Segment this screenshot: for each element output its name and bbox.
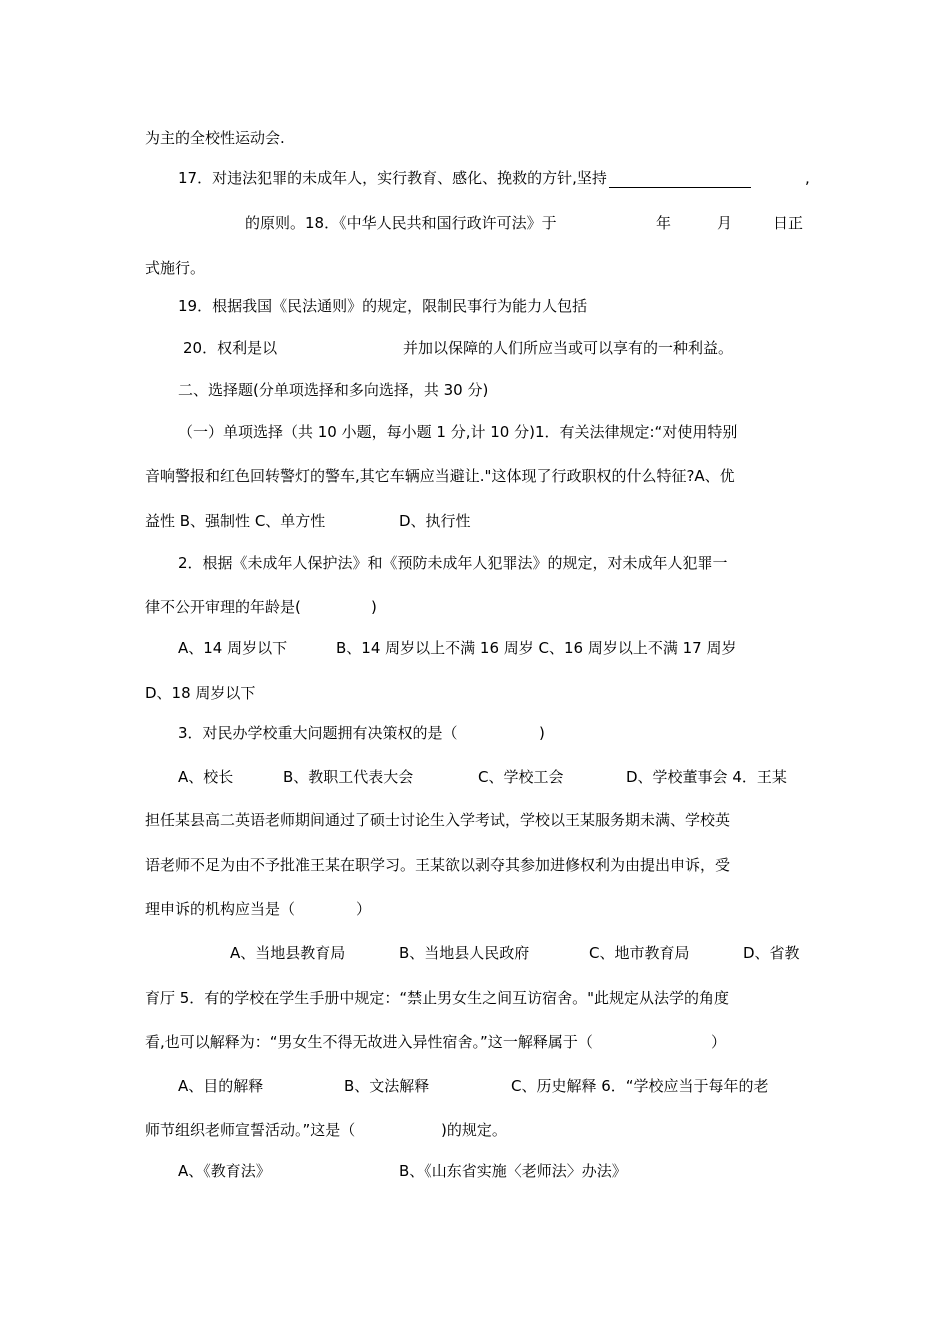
text-line: 语老师不足为由不予批准王某在职学习。王某欲以剥夺其参加进修权利为由提出申诉，受 <box>145 856 731 874</box>
text-line: 的原则。18．《中华人民共和国行政许可法》于 <box>245 214 557 232</box>
question-17 <box>178 168 751 188</box>
question-19: 19．根据我国《民法通则》的规定，限制民事行为能力人包括 <box>178 297 588 315</box>
text-line: ） <box>711 1033 727 1051</box>
text-line: 律不公开审理的年龄是( <box>145 598 301 616</box>
text-line: 2．根据《未成年人保护法》和《预防未成年人犯罪法》的规定，对未成年人犯罪一 <box>178 554 728 572</box>
question-3: 3．对民办学校重大问题拥有决策权的是（ <box>178 724 458 742</box>
option-line: C、地市教育局 <box>589 944 690 962</box>
text-line: 理申诉的机构应当是（ <box>145 900 296 918</box>
option-line: B、教职工代表大会 <box>283 768 414 786</box>
option-line: A、14 周岁以下 <box>178 639 288 657</box>
option-line: A、《教育法》 <box>178 1162 271 1180</box>
option-line: D、学校董事会 4．王某 <box>626 768 787 786</box>
option-line: D、18 周岁以下 <box>145 684 256 702</box>
option-line: A、当地县教育局 <box>230 944 346 962</box>
text-line: 担任某县高二英语老师期间通过了硕士讨论生入学考试，学校以王某服务期未满、学校英 <box>145 811 731 829</box>
option-line: A、校长 <box>178 768 234 786</box>
text-line: 看,也可以解释为：“男女生不得无故进入异性宿舍。”这一解释属于（ <box>145 1033 593 1051</box>
text-line: 17．对违法犯罪的未成年人，实行教育、感化、挽救的方针,坚持 <box>178 169 607 187</box>
option-line: A、目的解释 <box>178 1077 264 1095</box>
option-line: B、《山东省实施〈老师法〉办法》 <box>399 1162 627 1180</box>
text-line: 年 <box>656 214 672 232</box>
option-line: D、省教 <box>743 944 800 962</box>
option-line: B、14 周岁以上不满 16 周岁 C、16 周岁以上不满 17 周岁 <box>336 639 737 657</box>
section-heading: 二、选择题(分单项选择和多向选择，共 30 分) <box>178 381 489 399</box>
option-line: B、当地县人民政府 <box>399 944 530 962</box>
text-line: 音响警报和红色回转警灯的警车,其它车辆应当避让."这体现了行政职权的什么特征?A、优 <box>145 467 735 485</box>
option-line: B、文法解释 <box>344 1077 430 1095</box>
text-line: 师节组织老师宣誓活动。”这是（ <box>145 1121 356 1139</box>
text-line: , <box>805 169 810 187</box>
text-line: （一）单项选择（共 10 小题，每小题 1 分,计 10 分)1．有关法律规定:“对使用特别 <box>178 423 738 441</box>
option-line: C、历史解释 6．“学校应当于每年的老 <box>511 1077 769 1095</box>
text-line: 并加以保障的人们所应当或可以享有的一种利益。 <box>403 339 734 357</box>
option-line: C、学校工会 <box>478 768 564 786</box>
text-line: 日正 <box>773 214 804 232</box>
question-20: 20．权利是以 <box>183 339 278 357</box>
text-line: 月 <box>717 214 733 232</box>
text-line: ) <box>539 724 545 742</box>
text-line: 式施行。 <box>145 259 206 277</box>
text-line: ) <box>371 598 377 616</box>
text-line: )的规定。 <box>441 1121 507 1139</box>
text-line: 益性 B、强制性 C、单方性 <box>145 512 326 530</box>
text-line: 为主的全校性运动会. <box>145 129 285 147</box>
answer-blank <box>609 170 751 188</box>
text-line: ） <box>356 900 372 918</box>
text-line: D、执行性 <box>399 512 471 530</box>
text-line: 育厅 5．有的学校在学生手册中规定：“禁止男女生之间互访宿舍。"此规定从法学的角度 <box>145 989 729 1007</box>
